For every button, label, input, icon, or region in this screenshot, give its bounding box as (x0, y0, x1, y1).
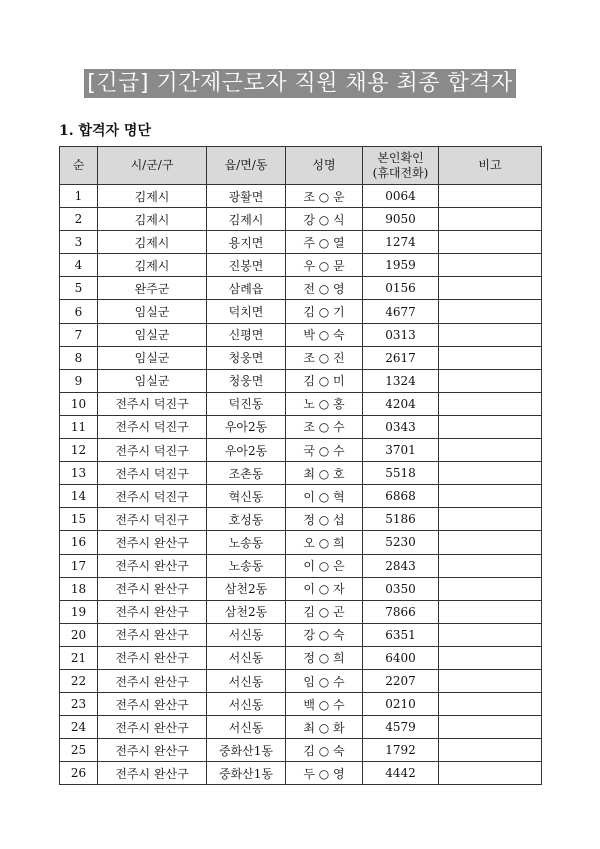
cell-city: 임실군 (98, 346, 207, 369)
cell-city: 전주시 덕진구 (98, 439, 207, 462)
title-wrapper (0, 69, 600, 98)
table-row (60, 508, 542, 531)
cell-name: 강 ○ 숙 (286, 623, 363, 646)
cell-note (439, 623, 542, 646)
cell-city: 전주시 완산구 (98, 623, 207, 646)
cell-town: 호성동 (207, 508, 286, 531)
table-row (60, 577, 542, 600)
cell-city: 전주시 완산구 (98, 716, 207, 739)
cell-phone: 4677 (363, 300, 439, 323)
table-row (60, 762, 542, 785)
cell-town: 서신동 (207, 669, 286, 692)
cell-town: 서신동 (207, 693, 286, 716)
cell-phone: 0313 (363, 323, 439, 346)
cell-note (439, 462, 542, 485)
header-verify-line2: (휴대전화) (372, 165, 429, 180)
cell-no: 13 (60, 462, 98, 485)
cell-name: 정 ○ 희 (286, 646, 363, 669)
cell-phone: 4579 (363, 716, 439, 739)
cell-town: 서신동 (207, 623, 286, 646)
cell-phone: 7866 (363, 600, 439, 623)
cell-name: 강 ○ 식 (286, 208, 363, 231)
cell-note (439, 369, 542, 392)
cell-note (439, 254, 542, 277)
cell-note (439, 415, 542, 438)
table-row (60, 716, 542, 739)
cell-note (439, 739, 542, 762)
cell-no: 14 (60, 485, 98, 508)
cell-phone: 1959 (363, 254, 439, 277)
cell-note (439, 508, 542, 531)
cell-phone: 5230 (363, 531, 439, 554)
cell-name: 김 ○ 기 (286, 300, 363, 323)
cell-phone: 2843 (363, 554, 439, 577)
cell-city: 전주시 덕진구 (98, 485, 207, 508)
cell-no: 16 (60, 531, 98, 554)
cell-no: 20 (60, 623, 98, 646)
cell-city: 임실군 (98, 323, 207, 346)
cell-city: 완주군 (98, 277, 207, 300)
cell-city: 전주시 완산구 (98, 600, 207, 623)
cell-no: 10 (60, 392, 98, 415)
cell-note (439, 231, 542, 254)
cell-town: 광활면 (207, 185, 286, 208)
cell-town: 노송동 (207, 554, 286, 577)
cell-note (439, 185, 542, 208)
cell-note (439, 323, 542, 346)
cell-town: 중화산1동 (207, 739, 286, 762)
table-row (60, 669, 542, 692)
cell-city: 전주시 덕진구 (98, 392, 207, 415)
cell-city: 전주시 완산구 (98, 739, 207, 762)
cell-city: 전주시 완산구 (98, 762, 207, 785)
cell-town: 청웅면 (207, 369, 286, 392)
cell-phone: 2617 (363, 346, 439, 369)
cell-phone: 0343 (363, 415, 439, 438)
cell-city: 김제시 (98, 254, 207, 277)
cell-no: 26 (60, 762, 98, 785)
cell-town: 삼례읍 (207, 277, 286, 300)
cell-no: 2 (60, 208, 98, 231)
cell-phone: 3701 (363, 439, 439, 462)
cell-no: 4 (60, 254, 98, 277)
cell-name: 오 ○ 희 (286, 531, 363, 554)
cell-name: 주 ○ 열 (286, 231, 363, 254)
cell-town: 삼천2동 (207, 577, 286, 600)
table-row (60, 693, 542, 716)
cell-phone: 0350 (363, 577, 439, 600)
cell-name: 최 ○ 호 (286, 462, 363, 485)
cell-note (439, 600, 542, 623)
cell-town: 진봉면 (207, 254, 286, 277)
table-row (60, 231, 542, 254)
header-verify (363, 147, 439, 185)
cell-no: 21 (60, 646, 98, 669)
cell-phone: 0064 (363, 185, 439, 208)
cell-town: 중화산1동 (207, 762, 286, 785)
cell-city: 전주시 덕진구 (98, 415, 207, 438)
header-city: 시/군/구 (98, 147, 207, 185)
table-row (60, 277, 542, 300)
table-row (60, 346, 542, 369)
table-row (60, 739, 542, 762)
table-row (60, 208, 542, 231)
cell-town: 우아2동 (207, 439, 286, 462)
cell-city: 김제시 (98, 185, 207, 208)
cell-no: 9 (60, 369, 98, 392)
cell-name: 정 ○ 섭 (286, 508, 363, 531)
table-row (60, 392, 542, 415)
table-row (60, 485, 542, 508)
cell-name: 이 ○ 은 (286, 554, 363, 577)
cell-name: 임 ○ 수 (286, 669, 363, 692)
cell-no: 12 (60, 439, 98, 462)
cell-phone: 5186 (363, 508, 439, 531)
cell-name: 조 ○ 운 (286, 185, 363, 208)
cell-no: 22 (60, 669, 98, 692)
cell-no: 19 (60, 600, 98, 623)
cell-no: 23 (60, 693, 98, 716)
cell-note (439, 716, 542, 739)
cell-city: 전주시 완산구 (98, 693, 207, 716)
cell-phone: 6400 (363, 646, 439, 669)
cell-note (439, 577, 542, 600)
cell-phone: 0210 (363, 693, 439, 716)
table-row (60, 554, 542, 577)
cell-name: 백 ○ 수 (286, 693, 363, 716)
cell-phone: 9050 (363, 208, 439, 231)
cell-city: 임실군 (98, 300, 207, 323)
cell-town: 신평면 (207, 323, 286, 346)
cell-phone: 6868 (363, 485, 439, 508)
cell-note (439, 762, 542, 785)
cell-name: 우 ○ 문 (286, 254, 363, 277)
cell-note (439, 693, 542, 716)
table-row (60, 646, 542, 669)
cell-no: 15 (60, 508, 98, 531)
cell-town: 서신동 (207, 716, 286, 739)
header-name: 성명 (286, 147, 363, 185)
cell-name: 박 ○ 숙 (286, 323, 363, 346)
table-header-row (60, 147, 542, 185)
table-row (60, 462, 542, 485)
cell-no: 25 (60, 739, 98, 762)
cell-town: 청웅면 (207, 346, 286, 369)
cell-note (439, 392, 542, 415)
cell-no: 7 (60, 323, 98, 346)
cell-no: 1 (60, 185, 98, 208)
table-row (60, 254, 542, 277)
cell-phone: 4204 (363, 392, 439, 415)
cell-no: 3 (60, 231, 98, 254)
cell-city: 임실군 (98, 369, 207, 392)
cell-note (439, 277, 542, 300)
header-no: 순 (60, 147, 98, 185)
cell-no: 5 (60, 277, 98, 300)
cell-note (439, 300, 542, 323)
cell-city: 전주시 완산구 (98, 646, 207, 669)
cell-phone: 5518 (363, 462, 439, 485)
cell-city: 전주시 덕진구 (98, 508, 207, 531)
cell-city: 전주시 완산구 (98, 577, 207, 600)
header-note: 비고 (439, 147, 542, 185)
cell-phone: 0156 (363, 277, 439, 300)
cell-name: 김 ○ 숙 (286, 739, 363, 762)
cell-no: 6 (60, 300, 98, 323)
cell-city: 전주시 완산구 (98, 669, 207, 692)
table-row (60, 300, 542, 323)
cell-note (439, 439, 542, 462)
cell-city: 김제시 (98, 231, 207, 254)
table-row (60, 185, 542, 208)
cell-phone: 1792 (363, 739, 439, 762)
cell-no: 18 (60, 577, 98, 600)
cell-name: 이 ○ 혁 (286, 485, 363, 508)
cell-phone: 1324 (363, 369, 439, 392)
cell-note (439, 346, 542, 369)
cell-no: 8 (60, 346, 98, 369)
cell-name: 전 ○ 영 (286, 277, 363, 300)
table-row (60, 415, 542, 438)
cell-town: 덕치면 (207, 300, 286, 323)
cell-town: 덕진동 (207, 392, 286, 415)
cell-note (439, 646, 542, 669)
cell-town: 용지면 (207, 231, 286, 254)
cell-name: 최 ○ 화 (286, 716, 363, 739)
cell-note (439, 485, 542, 508)
cell-no: 24 (60, 716, 98, 739)
table-row (60, 369, 542, 392)
cell-name: 두 ○ 영 (286, 762, 363, 785)
header-verify-line1: 본인확인 (377, 150, 424, 165)
cell-town: 혁신동 (207, 485, 286, 508)
document-title: [긴급] 기간제근로자 직원 채용 최종 합격자 (84, 69, 515, 98)
cell-town: 서신동 (207, 646, 286, 669)
cell-note (439, 208, 542, 231)
section-heading: 1. 합격자 명단 (59, 123, 151, 139)
cell-city: 전주시 완산구 (98, 531, 207, 554)
cell-city: 전주시 덕진구 (98, 462, 207, 485)
table-row (60, 531, 542, 554)
cell-name: 김 ○ 곤 (286, 600, 363, 623)
cell-note (439, 554, 542, 577)
table-row (60, 600, 542, 623)
table-row (60, 623, 542, 646)
cell-note (439, 531, 542, 554)
cell-name: 이 ○ 자 (286, 577, 363, 600)
cell-town: 우아2동 (207, 415, 286, 438)
cell-city: 김제시 (98, 208, 207, 231)
cell-phone: 2207 (363, 669, 439, 692)
cell-city: 전주시 완산구 (98, 554, 207, 577)
applicant-table (59, 146, 542, 785)
cell-phone: 4442 (363, 762, 439, 785)
cell-phone: 6351 (363, 623, 439, 646)
cell-note (439, 669, 542, 692)
cell-name: 조 ○ 진 (286, 346, 363, 369)
cell-town: 조촌동 (207, 462, 286, 485)
cell-no: 17 (60, 554, 98, 577)
cell-phone: 1274 (363, 231, 439, 254)
cell-town: 삼천2동 (207, 600, 286, 623)
cell-name: 김 ○ 미 (286, 369, 363, 392)
cell-name: 국 ○ 수 (286, 439, 363, 462)
cell-town: 김제시 (207, 208, 286, 231)
cell-town: 노송동 (207, 531, 286, 554)
header-town: 읍/면/동 (207, 147, 286, 185)
table-body (60, 185, 542, 785)
table-row (60, 439, 542, 462)
table-row (60, 323, 542, 346)
cell-no: 11 (60, 415, 98, 438)
cell-name: 노 ○ 홍 (286, 392, 363, 415)
cell-name: 조 ○ 수 (286, 415, 363, 438)
